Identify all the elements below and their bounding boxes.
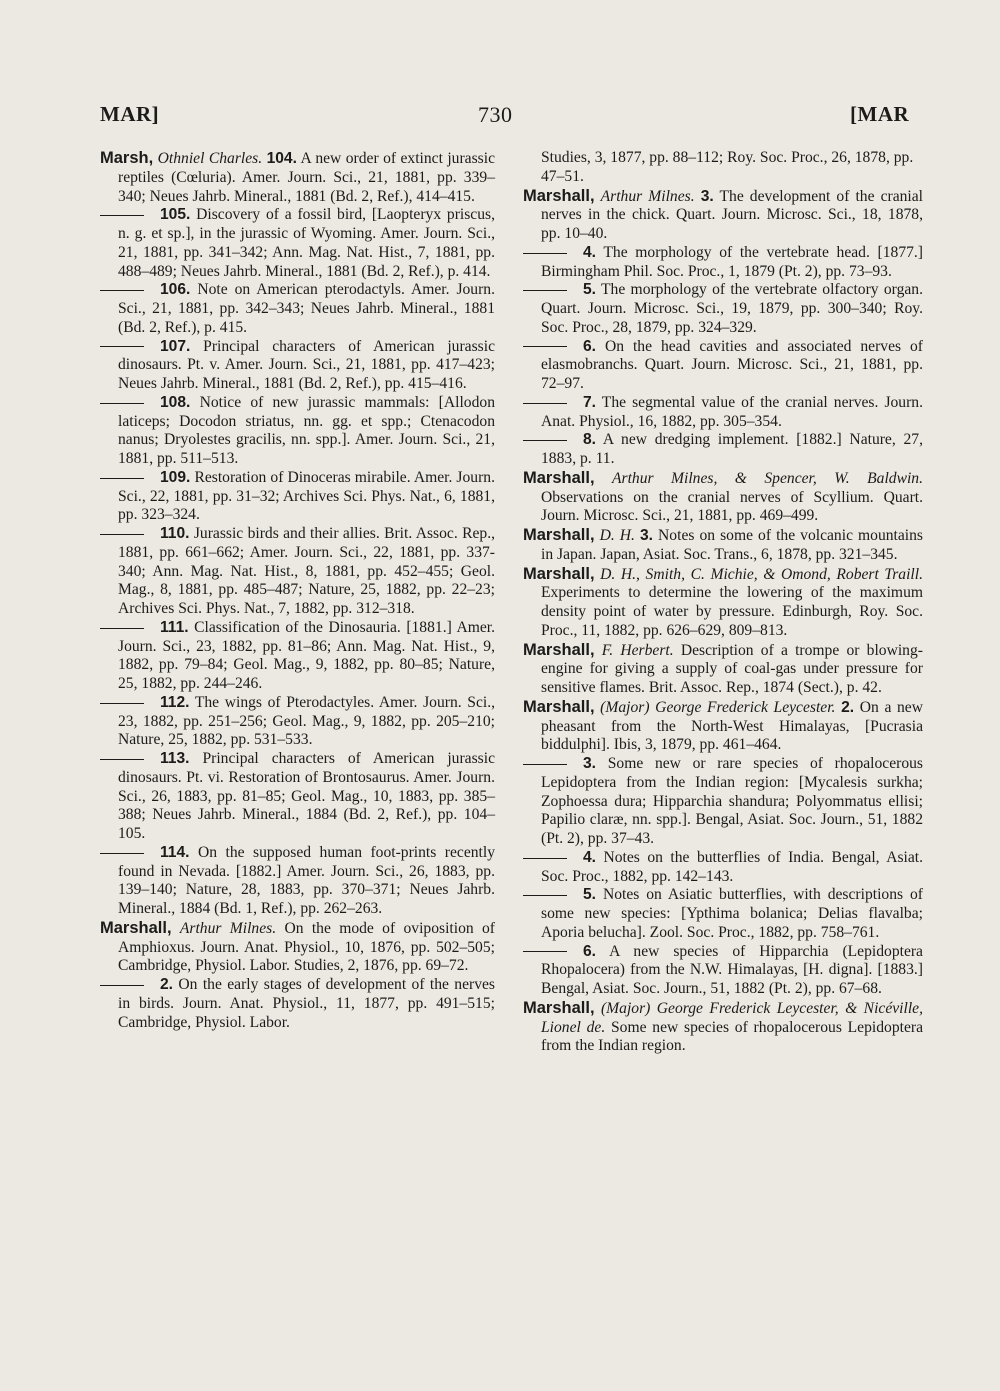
- bibliography-entry: [523, 526, 923, 565]
- ditto-dash: [523, 440, 567, 441]
- bibliography-subentry: [100, 206, 495, 281]
- entry-text: Notes on Asiatic butterflies, with descriptions of some new species: [Ypthima bolanica; Delias flavalba; Aporia belucha]. Zool. Soc. Proc., 1882, pp. 758–761.: [541, 886, 923, 941]
- entry-text: On the mode of oviposition of Amphioxus. Journ. Anat. Physiol., 10, 1876, pp. 502–505; Cambridge, Physiol. Labor. Studies, 2, 1876, pp. 69–72.: [118, 919, 495, 975]
- entry-number: 110.: [160, 525, 190, 542]
- entry-text: The wings of Pterodactyles. Amer. Journ. Sci., 23, 1882, pp. 251–256; Geol. Mag., 9, 1882, pp. 205–210; Nature, 25, 1882, pp. 531–533.: [118, 693, 495, 749]
- entry-text: On a new pheasant from the North-West Himalayas, [Pucrasia biddulphi]. Ibis, 3, 1879, pp. 461–464.: [541, 698, 923, 754]
- entry-text: Note on American pterodactyls. Amer. Journ. Sci., 21, 1881, pp. 342–343; Neues Jahrb. Mineral., 1881 (Bd. 2, Ref.), p. 415.: [118, 281, 495, 336]
- ditto-dash: [100, 759, 144, 760]
- entry-number: 5.: [583, 886, 597, 904]
- author-surname: Marshall,: [523, 564, 595, 583]
- running-head-left: MAR]: [100, 102, 160, 126]
- entry-number: 108.: [160, 393, 191, 411]
- ditto-dash: [100, 403, 144, 404]
- ditto-dash: [100, 290, 144, 291]
- entry-continuation: [523, 149, 923, 187]
- author-surname: Marshall,: [523, 186, 595, 205]
- author-given-names: D. H.: [599, 527, 635, 544]
- entry-text: Notice of new jurassic mammals: [Allodon laticeps; Docodon striatus, nn. gg. et spp.; Ctenacodon nanus; Dryolestes gracilis, nn. spp.]. Amer. Journ. Sci., 21, 1881, pp. 511–513.: [118, 393, 495, 467]
- entry-text: Jurassic birds and their allies. Brit. Assoc. Rep., 1881, pp. 661–662; Amer. Journ. Sci., 22, 1881, pp. 337-340; Ann. Mag. Nat. Hist., 8, 1881, pp. 452–455; Geol. Mag., 8, 1881, pp. 485–487; Nature, 25, 1882, pp. 22–23; Archives Sci. Phys. Nat., 7, 1882, pp. 312–318.: [118, 525, 495, 617]
- entry-text: Some new species of rhopalocerous Lepidoptera from the Indian region.: [541, 1018, 923, 1055]
- entry-text: Some new or rare species of rhopalocerous Lepidoptera from the Indian region: [Mycalesis surkha; Zophoessa dura; Hipparchia shandura; Polyommatus ellisi; Papilio claræ, nn. spp.]. Bengal, Asiat. Soc. Journ., 51, 1882 (Pt. 2), pp. 37–43.: [541, 755, 923, 847]
- ditto-dash: [100, 478, 144, 479]
- author-surname: Marshall,: [100, 918, 172, 937]
- entry-text: On the head cavities and associated nerves of elasmobranchs. Quart. Journ. Microsc. Sci., 21, 1881, pp. 72–97.: [541, 337, 923, 392]
- bibliography-subentry: [523, 755, 923, 849]
- entry-text: Restoration of Dinoceras mirabile. Amer. Journ. Sci., 22, 1881, pp. 31–32; Archives Sci. Phys. Nat., 6, 1881, pp. 323–324.: [118, 468, 495, 524]
- author-given-names: Arthur Milnes, & Spencer, W. Baldwin.: [611, 469, 923, 487]
- bibliography-subentry: [100, 469, 495, 525]
- author-surname: Marshall,: [523, 697, 595, 716]
- ditto-dash: [523, 403, 567, 404]
- entry-number: 111.: [160, 618, 189, 636]
- bibliography-entry: [100, 149, 495, 206]
- ditto-dash: [523, 951, 567, 952]
- ditto-dash: [523, 858, 567, 859]
- entry-text: Principal characters of American jurassic dinosaurs. Pt. v. Amer. Journ. Sci., 21, 1881, pp. 417–423; Neues Jahrb. Mineral., 1881 (Bd. 2, Ref.), pp. 415–416.: [118, 337, 495, 392]
- bibliography-subentry: [100, 976, 495, 1032]
- bibliography-subentry: [100, 338, 495, 394]
- running-head-right: [MAR: [850, 102, 910, 126]
- entry-text: Principal characters of American jurassic dinosaurs. Pt. vi. Restoration of Brontosaurus. Amer. Journ. Sci., 26, 1883, pp. 81–85; Geol. Mag., 10, 1883, pp. 385–388; Neues Jahrb. Mineral., 1884 (Bd. 2, Ref.), pp. 104–105.: [118, 750, 495, 842]
- bibliography-entry: [523, 641, 923, 698]
- ditto-dash: [100, 346, 144, 347]
- entry-number: 2.: [841, 698, 855, 716]
- entry-number: 5.: [583, 281, 597, 299]
- author-surname: Marshall,: [523, 998, 595, 1017]
- bibliography-subentry: [100, 694, 495, 750]
- author-given-names: Arthur Milnes.: [600, 187, 695, 205]
- ditto-dash: [100, 534, 144, 535]
- bibliography-entry: [523, 565, 923, 641]
- ditto-dash: [523, 253, 567, 254]
- bibliography-entry: [100, 919, 495, 976]
- entry-text: Classification of the Dinosauria. [1881.] Amer. Journ. Sci., 23, 1882, pp. 81–86; Ann. Mag. Nat. Hist., 9, 1882, pp. 79–84; Geol. Mag., 9, 1882, pp. 80–85; Nature, 25, 1882, pp. 244–246.: [118, 618, 495, 692]
- entry-number: 106.: [160, 281, 191, 299]
- bibliography-subentry: [523, 431, 923, 469]
- entry-number: 6.: [583, 942, 597, 960]
- bibliography-entry: [523, 999, 923, 1056]
- entry-number: 7.: [583, 393, 597, 411]
- entry-text: A new dredging implement. [1882.] Nature, 27, 1883, p. 11.: [541, 431, 923, 467]
- bibliography-subentry: [100, 394, 495, 469]
- bibliography-subentry: [523, 886, 923, 942]
- ditto-dash: [100, 853, 144, 854]
- entry-number: 4.: [583, 243, 597, 261]
- ditto-dash: [523, 764, 567, 765]
- entry-number: 4.: [583, 848, 597, 866]
- entry-text: Observations on the cranial nerves of Scyllium. Quart. Journ. Microsc. Sci., 21, 1881, pp. 469–499.: [541, 488, 923, 525]
- bibliography-subentry: [523, 943, 923, 999]
- entry-text: On the early stages of development of the nerves in birds. Journ. Anat. Physiol., 11, 1877, pp. 491–515; Cambridge, Physiol. Labor.: [118, 976, 495, 1031]
- entry-text: A new species of Hipparchia (Lepidoptera Rhopalocera) from the N.W. Himalayas, [H. digna]. [1883.] Bengal, Asiat. Soc. Journ., 51, 1882 (Pt. 2), pp. 67–68.: [541, 942, 923, 997]
- bibliography-subentry: [100, 750, 495, 844]
- bibliography-subentry: [523, 338, 923, 394]
- ditto-dash: [100, 985, 144, 986]
- entry-text: The morphology of the vertebrate head. [1877.] Birmingham Phil. Soc. Proc., 1, 1879 (Pt. 2), pp. 73–93.: [541, 243, 924, 280]
- bibliography-subentry: [523, 244, 923, 282]
- entry-text: A new order of extinct jurassic reptiles (Cœluria). Amer. Journ. Sci., 21, 1881, pp. 339–340; Neues Jahrb. Mineral., 1881 (Bd. 2, Ref.), 414–415.: [118, 150, 495, 205]
- ditto-dash: [523, 346, 567, 347]
- entry-text: Discovery of a fossil bird, [Laopteryx priscus, n. g. et sp.], in the jurassic of Wyoming. Amer. Journ. Sci., 21, 1881, pp. 341–342; Ann. Mag. Nat. Hist., 7, 1881, pp. 488–489; Neues Jahrb. Mineral., 1881 (Bd. 2, Ref.), p. 414.: [118, 206, 495, 280]
- bibliography-subentry: [100, 619, 495, 694]
- entry-number: 104.: [266, 150, 297, 167]
- entry-number: 109.: [160, 468, 191, 486]
- ditto-dash: [523, 895, 567, 896]
- bibliography-subentry: [523, 394, 923, 432]
- entry-number: 6.: [583, 337, 597, 355]
- entry-text: Experiments to determine the lowering of the maximum density point of water by pressure. Edinburgh, Roy. Soc. Proc., 11, 1882, pp. 626–629, 809–813.: [541, 584, 923, 639]
- ditto-dash: [100, 703, 144, 704]
- entry-number: 113.: [160, 750, 190, 767]
- right-column: [523, 149, 923, 1056]
- entry-text: On the supposed human foot-prints recently found in Nevada. [1882.] Amer. Journ. Sci., 26, 1883, pp. 139–140; Nature, 28, 1883, pp. 370–371; Neues Jahrb. Mineral., 1884 (Bd. 1, Ref.), pp. 262–263.: [118, 843, 495, 917]
- entry-text: The development of the cranial nerves in the chick. Quart. Journ. Microsc. Sci., 18, 1878, pp. 10–40.: [541, 187, 924, 242]
- entry-number: 105.: [160, 206, 191, 224]
- bibliography-subentry: [523, 281, 923, 337]
- author-surname: Marsh,: [100, 149, 154, 167]
- entry-number: 107.: [160, 337, 191, 355]
- entry-text: Description of a trompe or blowing-engine for giving a supply of coal-gas under pressure for sensitive flames. Brit. Assoc. Rep., 1874 (Sect.), p. 42.: [541, 641, 923, 696]
- entry-number: 3.: [639, 527, 653, 544]
- author-given-names: Othniel Charles.: [157, 150, 263, 167]
- bibliography-subentry: [100, 844, 495, 919]
- entry-number: 2.: [160, 976, 174, 993]
- entry-text: The morphology of the vertebrate olfactory organ. Quart. Journ. Microsc. Sci., 19, 1879, pp. 300–340; Roy. Soc. Proc., 28, 1879, pp. 324–329.: [541, 281, 923, 336]
- entry-text: Notes on the butterflies of India. Bengal, Asiat. Soc. Proc., 1882, pp. 142–143.: [541, 848, 924, 885]
- entry-number: 8.: [583, 431, 597, 449]
- author-surname: Marshall,: [523, 640, 595, 659]
- author-surname: Marshall,: [523, 468, 595, 487]
- bibliography-entry: [523, 187, 923, 244]
- entry-number: 3.: [583, 755, 597, 772]
- entry-number: 3.: [700, 187, 714, 205]
- bibliography-subentry: [100, 281, 495, 337]
- left-column: [100, 149, 495, 1032]
- page-number: 730: [478, 102, 513, 127]
- entry-text: Notes on some of the volcanic mountains in Japan. Japan, Asiat. Soc. Trans., 6, 1878, pp. 321–345.: [541, 527, 923, 563]
- author-given-names: D. H., Smith, C. Michie, & Omond, Robert Traill.: [600, 565, 923, 583]
- author-given-names: (Major) George Frederick Leycester.: [600, 698, 836, 716]
- entry-number: 112.: [160, 693, 190, 711]
- ditto-dash: [523, 290, 567, 291]
- entry-number: 114.: [160, 843, 190, 861]
- author-given-names: Arthur Milnes.: [179, 919, 277, 937]
- ditto-dash: [100, 628, 144, 629]
- bibliography-subentry: [523, 849, 923, 887]
- bibliography-entry: [523, 698, 923, 755]
- author-surname: Marshall,: [523, 526, 595, 544]
- bibliography-entry: [523, 469, 923, 526]
- author-given-names: F. Herbert.: [601, 641, 674, 659]
- ditto-dash: [100, 215, 144, 216]
- bibliography-subentry: [100, 525, 495, 619]
- author-given-names: (Major) George Frederick Leycester, & Nicéville, Lionel de.: [541, 999, 924, 1036]
- entry-text: Studies, 3, 1877, pp. 88–112; Roy. Soc. Proc., 26, 1878, pp. 47–51.: [541, 149, 914, 185]
- entry-text: The segmental value of the cranial nerves. Journ. Anat. Physiol., 16, 1882, pp. 305–354.: [541, 393, 923, 430]
